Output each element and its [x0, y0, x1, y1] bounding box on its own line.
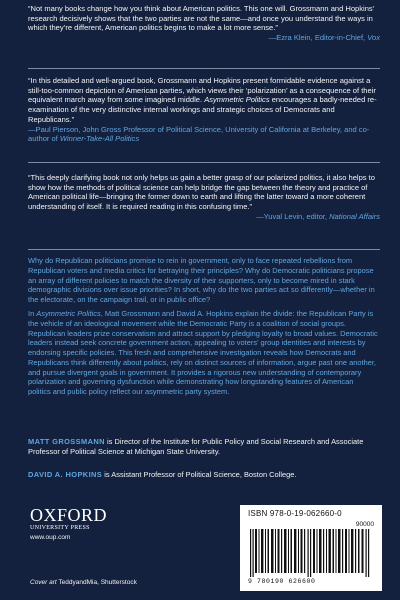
price-code: 90000	[355, 521, 374, 528]
barcode-icon	[248, 529, 374, 577]
cover-art-credit	[30, 579, 137, 586]
quote-text: “Not many books change how you think about American politics. This one will. Grossmann and Hopkins’ research decisively shows that the two parties are not the same—and once you understand the ways in which they’re different, American politics begins to make a lot more sense.”	[28, 4, 375, 33]
quote-book-title: Asymmetric Politics	[204, 95, 270, 105]
credit-label: Cover art	[30, 579, 57, 586]
quote-attribution	[28, 212, 380, 222]
attribution-name: —Ezra Klein, Editor-in-Chief,	[268, 33, 368, 43]
quote-attribution	[28, 33, 380, 43]
summary-text: In	[28, 309, 37, 318]
attribution-source: Vox	[367, 33, 380, 43]
author-bio: is Assistant Professor of Political Science, Boston College.	[102, 470, 297, 479]
barcode-digits: 9 780190 626600	[248, 578, 316, 585]
summary-paragraph-2	[28, 309, 378, 397]
attribution-name: —Yuval Levin, editor,	[256, 211, 330, 221]
summary-paragraph-1: Why do Republican politicians promise to rein in government, only to face repeated rebellions from Republican voters and media critics for betraying their principles? Why do Democratic politicians propose an array of different policies to match the diversity of their supporters, only to become mired in stark demographic divisions over issue priorities? In short, why do the two parties act so differently—whether in the electorate, on the campaign trail, or in public office?	[28, 256, 375, 304]
attribution-name: —Paul Pierson, John Gross Professor of Political Science, University of California at Berkeley, and co-author of	[28, 124, 370, 144]
quote-attribution	[28, 125, 380, 144]
publisher-name: OXFORD	[30, 505, 108, 525]
isbn-number: ISBN 978-0-19-062660-0	[248, 509, 342, 518]
summary-book-title: Asymmetric Politics	[36, 309, 101, 318]
attribution-source: National Affairs	[329, 211, 380, 221]
divider	[28, 162, 380, 163]
credit-value: TeddyandMia, Shutterstock	[56, 579, 137, 586]
quote-yuval-levin	[28, 173, 380, 222]
author-bio: is Director of the Institute for Public Policy and Social Research and Associate Professor of Political Science at Michigan State University.	[28, 437, 364, 456]
publisher-url[interactable]: www.oup.com	[30, 534, 71, 541]
divider	[28, 249, 380, 250]
attribution-source: Winner-Take-All Politics	[59, 134, 140, 144]
author-bio-hopkins	[28, 470, 378, 480]
quote-text-part: “In this detailed and well-argued book, Grossmann and Hopkins present formidable evidence against a still-too-common depiction of American parties, which views their ‘polarization’ as a consequence of their equivalent march away from some imagined middle.	[28, 76, 376, 105]
author-bio-grossmann	[28, 437, 378, 457]
quote-paul-pierson	[28, 76, 380, 144]
isbn-barcode	[240, 505, 382, 591]
divider	[28, 68, 380, 69]
oxford-logo	[30, 505, 108, 531]
publisher-subtitle: UNIVERSITY PRESS	[30, 525, 90, 531]
quote-text	[28, 76, 380, 125]
summary-text: , Matt Grossmann and David A. Hopkins explain the divide: the Republican Party is the vehicle of an ideological movement while the Democratic Party is a coalition of social groups. Republican leaders prize conservatism and attract support by pledging loyalty to broad values. Democratic leaders instead seek concrete government action, appealing to voters’ group identities and interests by endorsing specific policies. This fresh and comprehensive investigation reveals how Democrats and Republicans think differently about politics, rely on distinct sources of information, argue past one another, and pursue divergent goals in government. It provides a rigorous new understanding of contemporary polarization and governing dysfunction while demonstrating how longstanding features of American politics and public policy reflect our asymmetric party system.	[28, 309, 378, 396]
quote-text: “This deeply clarifying book not only helps us gain a better grasp of our polarized politics, it also helps to show how the methods of political science can help bridge the gap between the theory and practice of American political life—bringing the former down to earth and lifting the latter toward a more coherent understanding of itself. It is required reading in this confusing time.”	[28, 173, 375, 212]
quote-ezra-klein	[28, 4, 380, 43]
author-name: DAVID A. HOPKINS	[28, 470, 103, 479]
author-name: MATT GROSSMANN	[28, 437, 105, 446]
quote-text-part: encourages a badly-needed re-examination of the very distinctive internal workings and strategic choices of Democrats and Republicans.”	[28, 95, 377, 124]
